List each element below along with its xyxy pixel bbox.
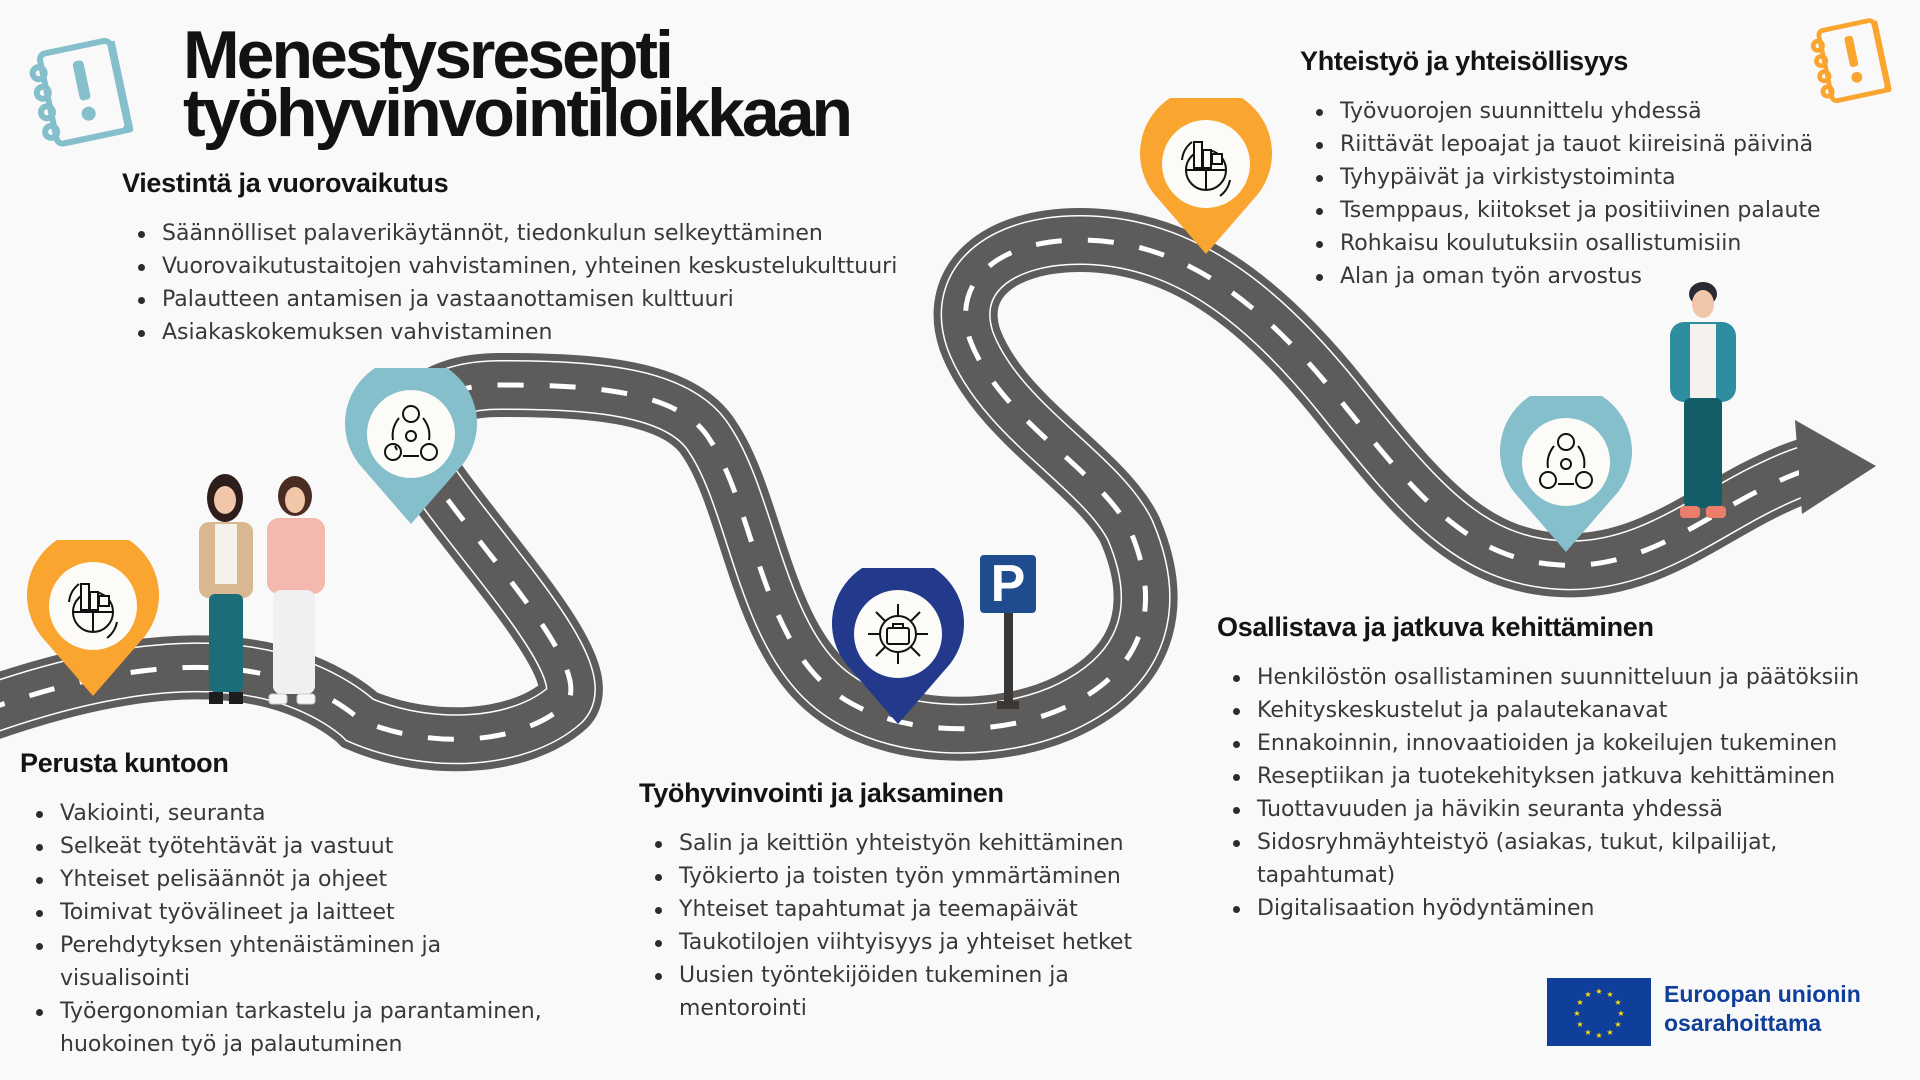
list-item: Työergonomian tarkastelu ja parantaminen, huokoinen työ ja palautuminen xyxy=(20,995,560,1061)
section-heading: Viestintä ja vuorovaikutus xyxy=(122,168,449,198)
parking-sign-pole xyxy=(1004,613,1013,705)
list-item: Yhteiset pelisäännöt ja ohjeet xyxy=(20,863,560,896)
list-item: Asiakaskokemuksen vahvistaminen xyxy=(122,316,897,349)
illustration-two-women xyxy=(185,470,335,726)
list-item: Yhteiset tapahtumat ja teemapäivät xyxy=(639,893,1159,926)
section-list xyxy=(20,797,560,1061)
eu-flag-icon xyxy=(1547,978,1651,1046)
map-pin-teal-2 xyxy=(1500,396,1632,554)
eu-text-line-1: Euroopan unionin xyxy=(1664,981,1861,1007)
parking-sign xyxy=(980,555,1036,711)
svg-text:★: ★ xyxy=(1576,998,1584,1007)
road-arrow-head xyxy=(1795,420,1876,514)
section-list xyxy=(639,827,1159,1025)
section-viestinta xyxy=(122,168,897,349)
list-item: Digitalisaation hyödyntäminen xyxy=(1217,892,1920,925)
list-item: Ennakoinnin, innovaatioiden ja kokeilujen tukeminen xyxy=(1217,727,1920,760)
parking-sign-panel xyxy=(980,555,1036,613)
list-item: Selkeät työtehtävät ja vastuut xyxy=(20,830,560,863)
list-item: Tuottavuuden ja hävikin seuranta yhdessä xyxy=(1217,793,1920,826)
section-heading: Yhteistyö ja yhteisöllisyys xyxy=(1300,46,1629,76)
svg-text:★: ★ xyxy=(1595,987,1603,996)
notebook-alert-icon-left xyxy=(26,34,144,154)
list-item: Työvuorojen suunnittelu yhdessä xyxy=(1300,95,1821,128)
list-item: Tsemppaus, kiitokset ja positiivinen palaute xyxy=(1300,194,1821,227)
section-perusta xyxy=(20,748,560,1061)
map-pin-navy xyxy=(832,568,964,726)
section-list xyxy=(122,217,897,349)
section-tyohyvinvointi xyxy=(639,778,1159,1025)
section-heading: Osallistava ja jatkuva kehittäminen xyxy=(1217,612,1654,642)
svg-text:★: ★ xyxy=(1573,1009,1581,1018)
map-pin-orange-2 xyxy=(1140,98,1272,256)
page-title xyxy=(183,17,851,151)
list-item: Säännölliset palaverikäytännöt, tiedonkulun selkeyttäminen xyxy=(122,217,897,250)
illustration-man xyxy=(1660,280,1746,530)
section-yhteistyo xyxy=(1300,46,1821,293)
list-item: Taukotilojen viihtyisyys ja yhteiset hetket xyxy=(639,926,1159,959)
list-item: Alan ja oman työn arvostus xyxy=(1300,260,1821,293)
svg-text:★: ★ xyxy=(1606,990,1614,999)
map-pin-orange-1 xyxy=(27,540,159,698)
section-osallistava xyxy=(1217,612,1920,925)
section-heading: Perusta kuntoon xyxy=(20,748,229,778)
list-item: Sidosryhmäyhteistyö (asiakas, tukut, kilpailijat, tapahtumat) xyxy=(1217,826,1920,892)
list-item: Reseptiikan ja tuotekehityksen jatkuva kehittäminen xyxy=(1217,760,1920,793)
list-item: Palautteen antamisen ja vastaanottamisen kulttuuri xyxy=(122,283,897,316)
svg-text:★: ★ xyxy=(1584,990,1592,999)
list-item: Kehityskeskustelut ja palautekanavat xyxy=(1217,694,1920,727)
list-item: Henkilöstön osallistaminen suunnitteluun ja päätöksiin xyxy=(1217,661,1920,694)
svg-text:★: ★ xyxy=(1576,1020,1584,1029)
list-item: Uusien työntekijöiden tukeminen ja mentorointi xyxy=(639,959,1079,1025)
eu-funding-text xyxy=(1664,980,1861,1038)
list-item: Vuorovaikutustaitojen vahvistaminen, yhteinen keskustelukulttuuri xyxy=(122,250,897,283)
title-line-2: työhyvinvointiloikkaan xyxy=(183,75,851,151)
title-line-1: Menestysresepti xyxy=(183,17,671,93)
section-list xyxy=(1300,95,1821,293)
svg-text:★: ★ xyxy=(1614,998,1622,1007)
list-item: Toimivat työvälineet ja laitteet xyxy=(20,896,560,929)
parking-letter: P xyxy=(990,555,1026,613)
svg-text:★: ★ xyxy=(1617,1009,1625,1018)
svg-text:★: ★ xyxy=(1606,1028,1614,1037)
list-item: Vakiointi, seuranta xyxy=(20,797,560,830)
section-list xyxy=(1217,661,1920,925)
list-item: Perehdytyksen yhtenäistäminen ja visualisointi xyxy=(20,929,460,995)
list-item: Työkierto ja toisten työn ymmärtäminen xyxy=(639,860,1159,893)
eu-text-line-2: osarahoittama xyxy=(1664,1010,1822,1036)
svg-text:★: ★ xyxy=(1584,1028,1592,1037)
list-item: Rohkaisu koulutuksiin osallistumisiin xyxy=(1300,227,1821,260)
notebook-alert-icon-right xyxy=(1808,14,1900,110)
section-heading: Työhyvinvointi ja jaksaminen xyxy=(639,778,1004,808)
list-item: Salin ja keittiön yhteistyön kehittäminen xyxy=(639,827,1159,860)
list-item: Tyhypäivät ja virkistystoiminta xyxy=(1300,161,1821,194)
svg-text:★: ★ xyxy=(1614,1020,1622,1029)
parking-sign-base xyxy=(997,701,1019,709)
map-pin-teal-1 xyxy=(345,368,477,526)
list-item: Riittävät lepoajat ja tauot kiireisinä päivinä xyxy=(1300,128,1821,161)
svg-text:★: ★ xyxy=(1595,1031,1603,1040)
